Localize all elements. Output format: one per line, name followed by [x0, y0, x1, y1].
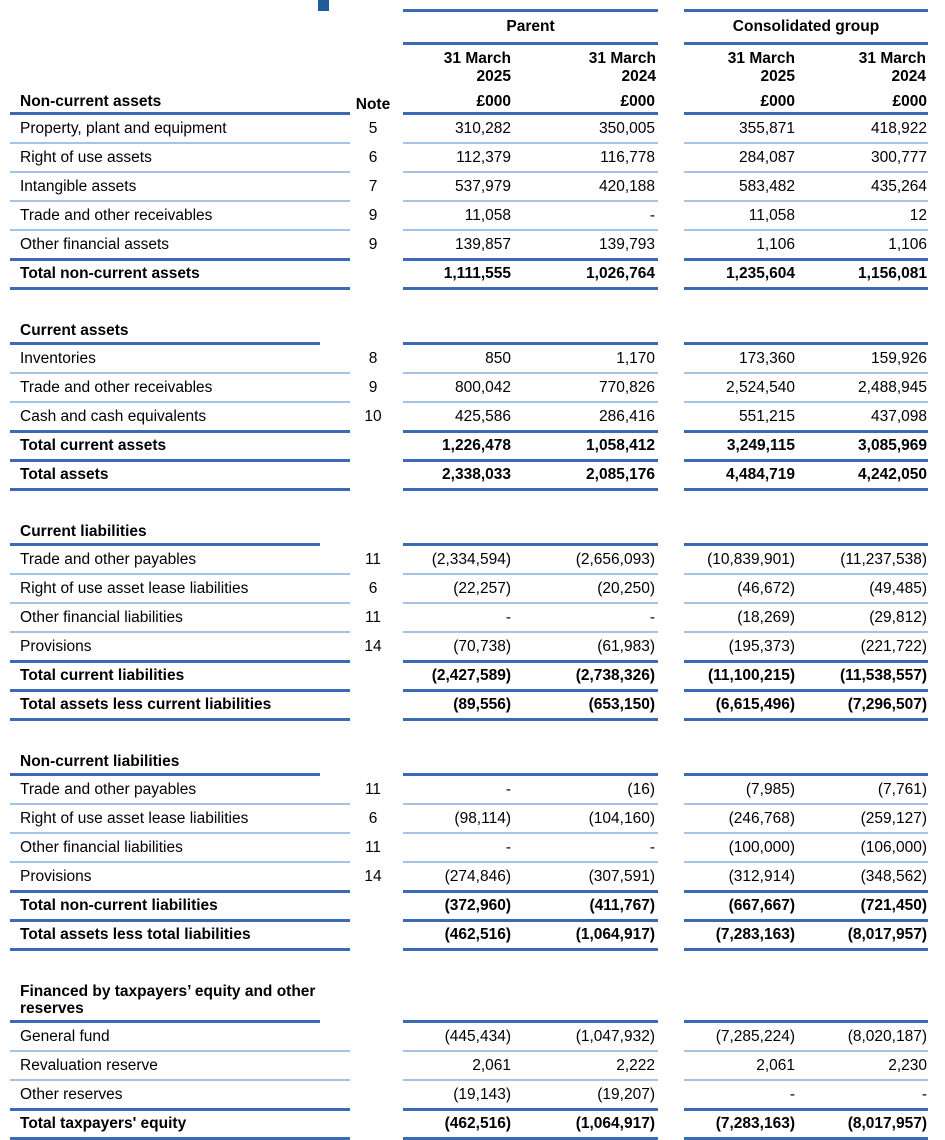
row-label: Trade and other payables — [10, 776, 350, 805]
total-row — [0, 432, 945, 461]
total-row — [0, 1110, 945, 1139]
cell-parent-2025: (19,143) — [403, 1081, 513, 1111]
table-row — [0, 374, 945, 403]
table-row — [0, 345, 945, 374]
cell-parent-2024: (411,767) — [513, 892, 658, 922]
cell-cons-2025: 2,524,540 — [684, 374, 797, 403]
cell-cons-2024: - — [797, 1081, 928, 1111]
group-header-row — [0, 9, 945, 45]
cell-cons-2025: 551,215 — [684, 403, 797, 433]
cell-cons-2024: 435,264 — [797, 173, 928, 202]
row-note: 9 — [368, 379, 378, 396]
section-spacer — [0, 289, 945, 314]
total-label: Total taxpayers' equity — [10, 1110, 350, 1140]
cell-cons-2024: 159,926 — [797, 345, 928, 374]
table-row — [0, 834, 945, 863]
cell-cons-2024: (221,722) — [797, 633, 928, 663]
cell-cons-2025: (46,672) — [684, 575, 797, 604]
cell-parent-2024: - — [513, 202, 658, 231]
table-row — [0, 403, 945, 432]
row-label: Cash and cash equivalents — [10, 403, 350, 433]
cell-parent-2024: (104,160) — [513, 805, 658, 834]
cell-parent-2024: 1,026,764 — [513, 260, 658, 290]
cell-parent-2024: 1,058,412 — [513, 432, 658, 462]
section-header-row — [0, 314, 945, 345]
group-title-consolidated: Consolidated group — [684, 9, 928, 45]
cell-cons-2024: (721,450) — [797, 892, 928, 922]
cell-cons-2024: (106,000) — [797, 834, 928, 863]
row-note — [350, 921, 396, 951]
cell-cons-2025: 1,106 — [684, 231, 797, 261]
cell-parent-2024: 2,222 — [513, 1052, 658, 1081]
cell-parent-2024: 770,826 — [513, 374, 658, 403]
cell-parent-2024: - — [513, 834, 658, 863]
row-note — [350, 461, 396, 491]
total-label: Total current assets — [10, 432, 350, 462]
cell-cons-2025: (100,000) — [684, 834, 797, 863]
table-row — [0, 805, 945, 834]
cell-parent-2025: 2,338,033 — [403, 461, 513, 491]
cell-cons-2024: 3,085,969 — [797, 432, 928, 462]
cell-cons-2025: (195,373) — [684, 633, 797, 663]
row-label: Right of use assets — [10, 144, 350, 173]
cell-parent-2024: 2,085,176 — [513, 461, 658, 491]
cell-cons-2024: (348,562) — [797, 863, 928, 893]
cell-cons-2024: 12 — [797, 202, 928, 231]
section-header-row — [0, 745, 945, 776]
row-label: Right of use asset lease liabilities — [10, 805, 350, 834]
section-header: Non-current liabilities — [10, 745, 320, 776]
table-row — [0, 115, 945, 144]
row-note — [350, 432, 396, 462]
table-row — [0, 1023, 945, 1052]
row-label: Trade and other receivables — [10, 374, 350, 403]
row-note — [350, 892, 396, 922]
total-label: Total assets — [10, 461, 350, 491]
unit-header-parent-2024: £000 — [513, 89, 658, 115]
cell-parent-2025: (372,960) — [403, 892, 513, 922]
total-row — [0, 461, 945, 490]
section-header: Non-current assets — [10, 89, 350, 115]
row-label: Inventories — [10, 345, 350, 374]
section-header: Current liabilities — [10, 515, 320, 546]
row-label: Other reserves — [10, 1081, 350, 1111]
cell-parent-2025: 1,111,555 — [403, 260, 513, 290]
cell-parent-2025: (70,738) — [403, 633, 513, 663]
cell-parent-2025: (89,556) — [403, 691, 513, 721]
note-column-header: Note — [355, 96, 391, 113]
row-note: 11 — [364, 609, 382, 626]
unit-header-parent-2025: £000 — [403, 89, 513, 115]
section-header-row — [0, 975, 945, 1023]
cell-cons-2025: (10,839,901) — [684, 546, 797, 575]
section-spacer — [0, 950, 945, 975]
row-note: 6 — [368, 810, 378, 827]
cell-parent-2025: (98,114) — [403, 805, 513, 834]
table-row — [0, 575, 945, 604]
row-note: 7 — [368, 178, 378, 195]
row-note: 5 — [368, 120, 378, 137]
cell-cons-2024: 437,098 — [797, 403, 928, 433]
cell-cons-2024: (7,761) — [797, 776, 928, 805]
cell-cons-2025: 3,249,115 — [684, 432, 797, 462]
total-label: Total current liabilities — [10, 662, 350, 692]
row-label: Intangible assets — [10, 173, 350, 202]
row-note — [350, 1023, 396, 1052]
cell-parent-2024: (2,738,326) — [513, 662, 658, 692]
cell-parent-2025: 2,061 — [403, 1052, 513, 1081]
row-note: 14 — [364, 638, 382, 655]
row-note: 11 — [364, 839, 382, 856]
cell-parent-2024: (20,250) — [513, 575, 658, 604]
total-row — [0, 260, 945, 289]
cell-cons-2025: 2,061 — [684, 1052, 797, 1081]
row-note: 8 — [368, 350, 378, 367]
cell-cons-2024: (259,127) — [797, 805, 928, 834]
cell-cons-2024: 2,488,945 — [797, 374, 928, 403]
cell-cons-2024: (11,538,557) — [797, 662, 928, 692]
cell-parent-2025: 11,058 — [403, 202, 513, 231]
row-note: 11 — [364, 551, 382, 568]
total-row — [0, 892, 945, 921]
cell-parent-2025: 425,586 — [403, 403, 513, 433]
cell-cons-2024: 4,242,050 — [797, 461, 928, 491]
cell-cons-2025: (18,269) — [684, 604, 797, 633]
total-label: Total assets less current liabilities — [10, 691, 350, 721]
row-note: 14 — [364, 868, 382, 885]
table-row — [0, 776, 945, 805]
row-note: 6 — [368, 580, 378, 597]
date-parent-2024: 31 March 2024 — [588, 50, 656, 85]
cell-parent-2025: (2,334,594) — [403, 546, 513, 575]
cell-parent-2025: 139,857 — [403, 231, 513, 261]
cell-cons-2024: (29,812) — [797, 604, 928, 633]
cell-parent-2025: (462,516) — [403, 1110, 513, 1140]
cell-cons-2024: (49,485) — [797, 575, 928, 604]
row-note: 9 — [368, 207, 378, 224]
row-note — [350, 662, 396, 692]
table-row — [0, 633, 945, 662]
cell-parent-2025: - — [403, 776, 513, 805]
total-label: Total non-current assets — [10, 260, 350, 290]
date-cons-2024: 31 March 2024 — [858, 50, 926, 85]
row-label: Trade and other receivables — [10, 202, 350, 231]
row-label: Property, plant and equipment — [10, 115, 350, 144]
cell-cons-2024: (8,017,957) — [797, 1110, 928, 1140]
cell-cons-2025: (11,100,215) — [684, 662, 797, 692]
row-note — [350, 1052, 396, 1081]
table-row — [0, 604, 945, 633]
cell-cons-2025: 355,871 — [684, 115, 797, 144]
cell-parent-2024: (16) — [513, 776, 658, 805]
cell-parent-2024: (2,656,093) — [513, 546, 658, 575]
date-header-row — [0, 45, 945, 89]
cell-cons-2025: 1,235,604 — [684, 260, 797, 290]
cell-cons-2024: (11,237,538) — [797, 546, 928, 575]
cell-cons-2025: (7,283,163) — [684, 1110, 797, 1140]
group-header-spacer — [10, 9, 350, 45]
cell-cons-2024: (8,020,187) — [797, 1023, 928, 1052]
cell-cons-2024: 2,230 — [797, 1052, 928, 1081]
cell-parent-2024: (653,150) — [513, 691, 658, 721]
cell-parent-2024: 420,188 — [513, 173, 658, 202]
row-label: Right of use asset lease liabilities — [10, 575, 350, 604]
row-note: 6 — [368, 149, 378, 166]
cell-parent-2024: 286,416 — [513, 403, 658, 433]
cell-parent-2025: - — [403, 604, 513, 633]
cell-parent-2025: 537,979 — [403, 173, 513, 202]
cell-cons-2025: (667,667) — [684, 892, 797, 922]
row-note — [350, 1110, 396, 1140]
cell-cons-2025: (7,285,224) — [684, 1023, 797, 1052]
cell-cons-2025: (246,768) — [684, 805, 797, 834]
cell-cons-2025: (312,914) — [684, 863, 797, 893]
unit-header-cons-2024: £000 — [797, 89, 928, 115]
section-spacer — [0, 720, 945, 745]
cell-cons-2024: (7,296,507) — [797, 691, 928, 721]
row-note — [350, 1081, 396, 1111]
cell-parent-2025: (22,257) — [403, 575, 513, 604]
row-note — [350, 691, 396, 721]
cell-parent-2024: 139,793 — [513, 231, 658, 261]
total-row — [0, 662, 945, 691]
section-header: Financed by taxpayers’ equity and other reserves — [10, 975, 320, 1023]
cell-parent-2024: (1,064,917) — [513, 921, 658, 951]
cell-parent-2025: 1,226,478 — [403, 432, 513, 462]
cell-parent-2025: 850 — [403, 345, 513, 374]
cell-parent-2025: (274,846) — [403, 863, 513, 893]
cell-cons-2024: 300,777 — [797, 144, 928, 173]
table-row — [0, 202, 945, 231]
table-body — [0, 115, 945, 1139]
cell-parent-2025: (2,427,589) — [403, 662, 513, 692]
date-cons-2025: 31 March 2025 — [727, 50, 795, 85]
cropped-title-fragment — [318, 0, 329, 11]
row-label: Trade and other payables — [10, 546, 350, 575]
cell-parent-2024: 350,005 — [513, 115, 658, 144]
section-header: Current assets — [10, 314, 320, 345]
table-row — [0, 863, 945, 892]
cell-parent-2024: 116,778 — [513, 144, 658, 173]
row-label: Other financial liabilities — [10, 834, 350, 863]
row-note: 10 — [364, 408, 382, 425]
table-row — [0, 1081, 945, 1110]
table-row — [0, 231, 945, 260]
cell-cons-2025: (6,615,496) — [684, 691, 797, 721]
row-note: 9 — [368, 236, 378, 253]
table-row — [0, 1052, 945, 1081]
row-label: Provisions — [10, 863, 350, 893]
cell-parent-2025: (445,434) — [403, 1023, 513, 1052]
total-row — [0, 691, 945, 720]
table-row — [0, 144, 945, 173]
cell-cons-2025: - — [684, 1081, 797, 1111]
cell-parent-2025: (462,516) — [403, 921, 513, 951]
cell-parent-2025: 112,379 — [403, 144, 513, 173]
section-spacer — [0, 490, 945, 515]
table-row — [0, 546, 945, 575]
cell-cons-2025: (7,985) — [684, 776, 797, 805]
cell-cons-2024: 1,106 — [797, 231, 928, 261]
row-label: Other financial liabilities — [10, 604, 350, 633]
cell-cons-2025: 11,058 — [684, 202, 797, 231]
cell-cons-2024: 1,156,081 — [797, 260, 928, 290]
cell-parent-2024: 1,170 — [513, 345, 658, 374]
cell-parent-2024: (1,047,932) — [513, 1023, 658, 1052]
cell-cons-2025: 583,482 — [684, 173, 797, 202]
row-label: Revaluation reserve — [10, 1052, 350, 1081]
cell-parent-2024: (19,207) — [513, 1081, 658, 1111]
cell-cons-2024: (8,017,957) — [797, 921, 928, 951]
row-label: Provisions — [10, 633, 350, 663]
cell-cons-2025: 284,087 — [684, 144, 797, 173]
cell-cons-2025: 173,360 — [684, 345, 797, 374]
cell-cons-2024: 418,922 — [797, 115, 928, 144]
date-parent-2025: 31 March 2025 — [443, 50, 511, 85]
cell-cons-2025: (7,283,163) — [684, 921, 797, 951]
cell-parent-2024: (307,591) — [513, 863, 658, 893]
total-row — [0, 921, 945, 950]
table-row — [0, 173, 945, 202]
row-label: Other financial assets — [10, 231, 350, 261]
row-note — [350, 260, 396, 290]
cell-parent-2024: - — [513, 604, 658, 633]
row-note: 11 — [364, 781, 382, 798]
cell-parent-2024: (1,064,917) — [513, 1110, 658, 1140]
column-header-row — [0, 89, 945, 115]
cell-parent-2025: 310,282 — [403, 115, 513, 144]
cell-cons-2025: 4,484,719 — [684, 461, 797, 491]
total-label: Total assets less total liabilities — [10, 921, 350, 951]
total-label: Total non-current liabilities — [10, 892, 350, 922]
cell-parent-2025: - — [403, 834, 513, 863]
unit-header-cons-2025: £000 — [684, 89, 797, 115]
cell-parent-2024: (61,983) — [513, 633, 658, 663]
group-title-parent: Parent — [403, 9, 658, 45]
cell-parent-2025: 800,042 — [403, 374, 513, 403]
row-label: General fund — [10, 1023, 350, 1052]
section-header-row — [0, 515, 945, 546]
